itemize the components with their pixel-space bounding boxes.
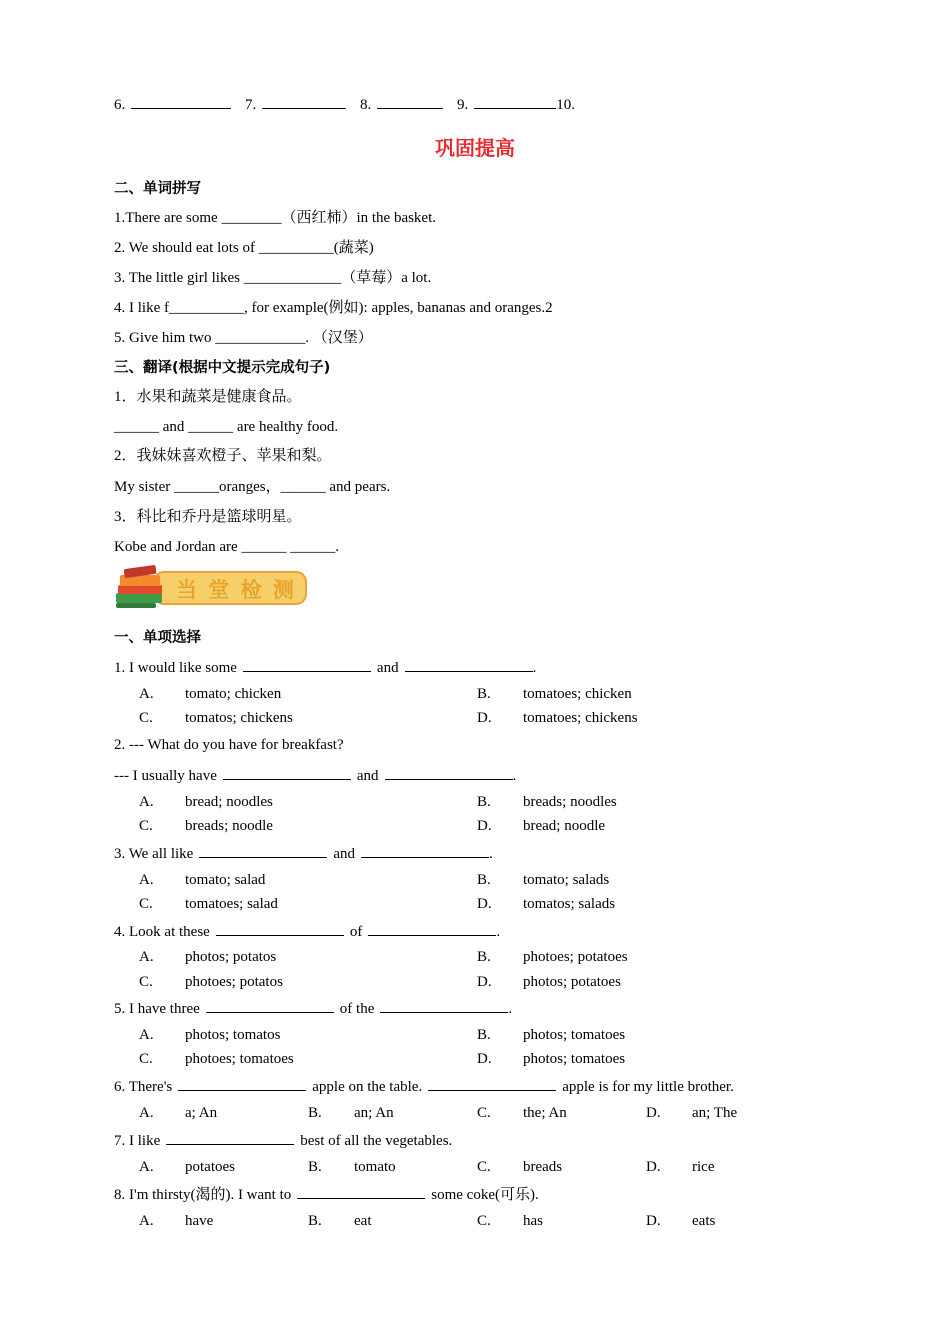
option-b[interactable]: tomatoes; chicken: [523, 686, 632, 702]
stem-text: .: [532, 660, 537, 676]
blank[interactable]: [474, 94, 556, 109]
option-a[interactable]: tomato; chicken: [185, 686, 282, 702]
blank[interactable]: [297, 1184, 425, 1199]
answer-row: [114, 94, 575, 115]
stem-text: 6. There's: [114, 1079, 173, 1095]
spelling-item: 5. Give him two ____________. （汉堡）: [114, 330, 373, 346]
option-c[interactable]: the; An: [523, 1105, 567, 1121]
stem-text: .: [496, 924, 501, 940]
option-letter: D.: [646, 1159, 661, 1175]
option-letter: A.: [139, 1159, 154, 1175]
choice-heading: 一、单项选择: [114, 630, 201, 646]
option-letter: C.: [139, 896, 153, 912]
option-a[interactable]: potatoes: [185, 1159, 235, 1175]
label-7: 7.: [245, 97, 257, 113]
option-letter: D.: [646, 1213, 661, 1229]
spelling-heading: 二、单词拼写: [114, 181, 201, 197]
option-letter: C.: [477, 1159, 491, 1175]
option-d[interactable]: an; The: [692, 1105, 738, 1121]
option-b[interactable]: an; An: [354, 1105, 394, 1121]
option-letter: A.: [139, 872, 154, 888]
option-b[interactable]: photos; tomatoes: [523, 1027, 626, 1043]
option-a[interactable]: have: [185, 1213, 214, 1229]
translation-en: Kobe and Jordan are ______ ______.: [114, 539, 339, 555]
translation-en: My sister ______oranges，______ and pears.: [114, 479, 391, 495]
option-a[interactable]: photos; tomatos: [185, 1027, 281, 1043]
label-8: 8.: [360, 97, 372, 113]
option-d[interactable]: rice: [692, 1159, 715, 1175]
spelling-item: 1.There are some ________（西红柿）in the basket.: [114, 210, 437, 226]
option-letter: C.: [477, 1105, 491, 1121]
option-letter: C.: [139, 1051, 153, 1067]
spelling-item: 2. We should eat lots of __________(蔬菜): [114, 240, 374, 256]
stem-text: and: [356, 768, 379, 784]
option-letter: C.: [139, 818, 153, 834]
option-letter: D.: [477, 818, 492, 834]
option-a[interactable]: photos; potatos: [185, 949, 277, 965]
option-letter: D.: [477, 710, 492, 726]
stem-text: of the: [339, 1001, 375, 1017]
translation-cn: 2．我妹妹喜欢橙子、苹果和梨。: [114, 448, 332, 464]
question-6: [114, 1076, 734, 1097]
option-a[interactable]: a; An: [185, 1105, 218, 1121]
blank[interactable]: [206, 998, 334, 1013]
option-letter: A.: [139, 794, 154, 810]
option-letter: B.: [477, 794, 491, 810]
option-letter: A.: [139, 1105, 154, 1121]
banner: [114, 563, 310, 611]
question-1: [114, 657, 536, 678]
stem-text: and: [376, 660, 399, 676]
section-title: 巩固提高: [435, 136, 515, 160]
stem-text: .: [512, 768, 517, 784]
option-b[interactable]: photoes; potatoes: [523, 949, 628, 965]
label-10: 10.: [556, 97, 575, 113]
option-letter: D.: [477, 974, 492, 990]
blank[interactable]: [405, 657, 533, 672]
blank[interactable]: [166, 1130, 294, 1145]
question-8: [114, 1184, 539, 1205]
option-letter: C.: [477, 1213, 491, 1229]
stem-text: .: [508, 1001, 513, 1017]
option-letter: D.: [477, 896, 492, 912]
stem-text: 4. Look at these: [114, 924, 210, 940]
blank[interactable]: [380, 998, 508, 1013]
option-d[interactable]: photos; potatoes: [523, 974, 621, 990]
option-letter: B.: [308, 1159, 322, 1175]
stem-text: .: [489, 846, 493, 862]
blank[interactable]: [243, 657, 371, 672]
spelling-item: 4. I like f__________, for example(例如): apples, bananas and oranges.2: [114, 300, 553, 316]
option-b[interactable]: tomato; salads: [523, 872, 610, 888]
stem-text: and: [333, 846, 356, 862]
option-letter: C.: [139, 974, 153, 990]
stem-text: 3. We all like: [114, 846, 194, 862]
question-2: [114, 765, 516, 786]
label-6: 6.: [114, 97, 126, 113]
question-3: [114, 843, 493, 864]
option-c[interactable]: photoes; potatos: [185, 974, 283, 990]
option-b[interactable]: eat: [354, 1213, 372, 1229]
option-b[interactable]: breads; noodles: [523, 794, 617, 810]
option-d[interactable]: eats: [692, 1213, 716, 1229]
option-letter: A.: [139, 686, 154, 702]
option-letter: B.: [477, 1027, 491, 1043]
stem-text: --- I usually have: [114, 768, 217, 784]
blank[interactable]: [131, 94, 231, 109]
question-2-stem: 2. --- What do you have for breakfast?: [114, 737, 344, 753]
option-a[interactable]: bread; noodles: [185, 794, 273, 810]
stem-text: 7. I like: [114, 1133, 161, 1149]
blank[interactable]: [377, 94, 443, 109]
stem-text: 5. I have three: [114, 1001, 200, 1017]
option-letter: A.: [139, 1027, 154, 1043]
blank[interactable]: [178, 1076, 306, 1091]
blank[interactable]: [223, 765, 351, 780]
option-letter: A.: [139, 949, 154, 965]
blank[interactable]: [262, 94, 346, 109]
question-4: [114, 921, 500, 942]
translation-heading: 三、翻译(根据中文提示完成句子): [114, 360, 331, 376]
translation-cn: 3．科比和乔丹是篮球明星。: [114, 509, 302, 525]
option-letter: A.: [139, 1213, 154, 1229]
option-b[interactable]: tomato: [354, 1159, 396, 1175]
stem-text: apple on the table.: [312, 1079, 423, 1095]
option-c[interactable]: has: [523, 1213, 543, 1229]
stem-text: 1. I would like some: [114, 660, 237, 676]
option-d[interactable]: bread; noodle: [523, 818, 606, 834]
option-c[interactable]: tomatos; chickens: [185, 710, 293, 726]
blank[interactable]: [368, 921, 496, 936]
option-c[interactable]: breads: [523, 1159, 563, 1175]
option-c[interactable]: tomatoes; salad: [185, 896, 278, 912]
stem-text: apple is for my little brother.: [562, 1079, 734, 1095]
blank[interactable]: [428, 1076, 556, 1091]
option-letter: B.: [308, 1105, 322, 1121]
option-letter: B.: [477, 872, 491, 888]
option-a[interactable]: tomato; salad: [185, 872, 266, 888]
option-letter: C.: [139, 710, 153, 726]
option-d[interactable]: photos; tomatoes: [523, 1051, 626, 1067]
translation-cn: 1．水果和蔬菜是健康食品。: [114, 389, 302, 405]
blank[interactable]: [361, 843, 489, 858]
option-c[interactable]: breads; noodle: [185, 818, 273, 834]
translation-en: ______ and ______ are healthy food.: [114, 419, 339, 435]
option-d[interactable]: tomatoes; chickens: [523, 710, 638, 726]
stem-text: best of all the vegetables.: [300, 1133, 453, 1149]
blank[interactable]: [216, 921, 344, 936]
option-letter: B.: [308, 1213, 322, 1229]
stem-text: some coke(可乐).: [431, 1187, 539, 1203]
option-letter: B.: [477, 949, 491, 965]
label-9: 9.: [457, 97, 469, 113]
stem-text: of: [349, 924, 363, 940]
question-7: [114, 1130, 452, 1151]
option-letter: D.: [477, 1051, 492, 1067]
option-letter: D.: [646, 1105, 661, 1121]
blank[interactable]: [385, 765, 513, 780]
question-5: [114, 998, 512, 1019]
spelling-item: 3. The little girl likes _____________（草莓）a lot.: [114, 270, 432, 286]
banner-text: 当 堂 检 测: [176, 578, 296, 602]
stem-text: 8. I'm thirsty(渴的). I want to: [114, 1187, 292, 1203]
option-d[interactable]: tomatos; salads: [523, 896, 616, 912]
option-c[interactable]: photoes; tomatoes: [185, 1051, 294, 1067]
blank[interactable]: [199, 843, 327, 858]
option-letter: B.: [477, 686, 491, 702]
